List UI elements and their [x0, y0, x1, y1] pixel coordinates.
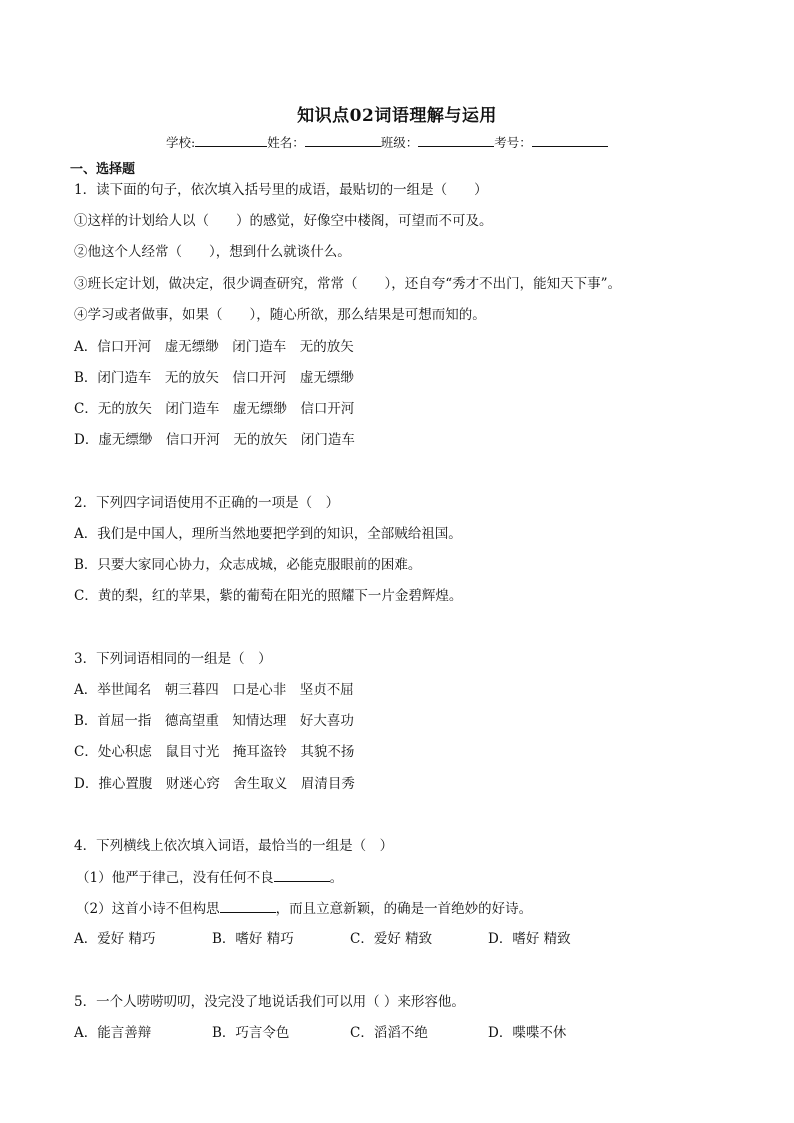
- q2-option-b[interactable]: B．只要大家同心协力，众志成城，必能克服眼前的困难。: [74, 557, 422, 573]
- school-label: 学校:: [166, 135, 196, 150]
- page-title: 知识点02词语理解与运用: [297, 106, 497, 126]
- name-label: 姓名：: [267, 135, 305, 150]
- q2-option-a[interactable]: A．我们是中国人，理所当然地要把学到的知识，全部贼给祖国。: [74, 526, 462, 542]
- class-label: 班级：: [380, 135, 419, 150]
- q1-option-b[interactable]: B．闭门造车 无的放矢 信口开河 虚无缥缈: [74, 370, 354, 386]
- q3-option-d[interactable]: D．推心置腹 财迷心窍 舍生取义 眉清目秀: [74, 776, 355, 792]
- q4-blank-1[interactable]: [274, 868, 330, 882]
- q4-option-d[interactable]: D．嗜好 精致: [488, 931, 571, 947]
- section-heading: 一、选择题: [70, 162, 136, 177]
- q4-s1-text: （1）他严于律己，没有任何不良: [76, 870, 274, 886]
- q4-option-a[interactable]: A．爱好 精巧: [74, 931, 156, 947]
- q4-sentence-1: [76, 868, 343, 887]
- q4-s1-end: 。: [329, 870, 344, 886]
- q5-options: [74, 1024, 566, 1042]
- q4-sentence-2: [76, 899, 532, 918]
- q4-s2-text: （2）这首小诗不但构思: [76, 901, 220, 917]
- class-blank[interactable]: [418, 134, 494, 147]
- q4-s2-end: ，而且立意新颖，的确是一首绝妙的好诗。: [275, 901, 533, 917]
- q3-stem: 3．下列词语相同的一组是（ ）: [74, 651, 272, 667]
- q4-option-c[interactable]: C．爱好 精致: [350, 931, 433, 947]
- exam-number-blank[interactable]: [532, 134, 608, 147]
- q1-sentence-1: ①这样的计划给人以（ ）的感觉，好像空中楼阁，可望而不可及。: [74, 213, 493, 229]
- exam-number-label: 考号：: [494, 135, 532, 150]
- q3-option-c[interactable]: C．处心积虑 鼠目寸光 掩耳盗铃 其貌不扬: [74, 744, 355, 760]
- q4-blank-2[interactable]: [220, 899, 276, 913]
- q1-option-d[interactable]: D．虚无缥缈 信口开河 无的放矢 闭门造车: [74, 432, 355, 448]
- q4-option-b[interactable]: B．嗜好 精巧: [212, 931, 294, 947]
- school-blank[interactable]: [195, 134, 267, 147]
- q1-option-a[interactable]: A．信口开河 虚无缥缈 闭门造车 无的放矢: [74, 339, 354, 355]
- q5-stem: 5．一个人唠唠叨叨，没完没了地说话我们可以用（ ）来形容他。: [74, 994, 465, 1010]
- q2-option-c[interactable]: C．黄的梨，红的苹果，紫的葡萄在阳光的照耀下一片金碧辉煌。: [74, 588, 463, 604]
- q3-option-a[interactable]: A．举世闻名 朝三暮四 口是心非 坚贞不屈: [74, 682, 354, 698]
- q3-option-b[interactable]: B．首屈一指 德高望重 知情达理 好大喜功: [74, 713, 354, 729]
- name-blank[interactable]: [305, 134, 381, 147]
- q5-option-a[interactable]: A．能言善辩: [74, 1025, 152, 1041]
- q1-sentence-4: ④学习或者做事，如果（ ），随心所欲，那么结果是可想而知的。: [74, 307, 486, 323]
- q5-option-b[interactable]: B．巧言令色: [212, 1025, 290, 1041]
- q4-stem: 4．下列横线上依次填入词语，最恰当的一组是（ ）: [74, 838, 394, 854]
- q5-option-c[interactable]: C．滔滔不绝: [350, 1025, 428, 1041]
- q1-sentence-2: ②他这个人经常（ ），想到什么就谈什么。: [74, 244, 351, 260]
- q4-options: [74, 930, 571, 948]
- q1-stem: 1．读下面的句子，依次填入括号里的成语，最贴切的一组是（ ）: [74, 182, 488, 198]
- student-info-line: [166, 133, 608, 151]
- q5-option-d[interactable]: D．喋喋不休: [488, 1025, 567, 1041]
- q1-option-c[interactable]: C．无的放矢 闭门造车 虚无缥缈 信口开河: [74, 401, 355, 417]
- q1-sentence-3: ③班长定计划，做决定，很少调查研究，常常（ ），还自夸“秀才不出门，能知天下事”。: [74, 276, 622, 292]
- q2-stem: 2．下列四字词语使用不正确的一项是（ ）: [74, 495, 340, 511]
